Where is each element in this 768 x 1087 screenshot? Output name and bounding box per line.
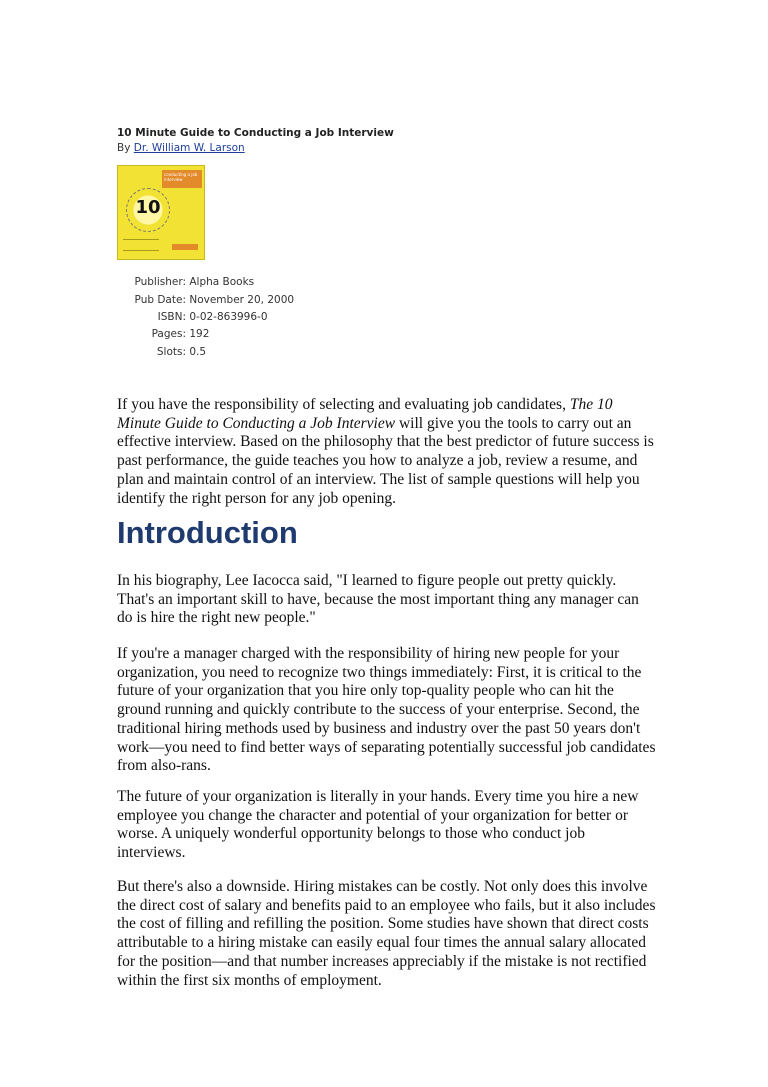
- meta-value: 0.5: [189, 346, 207, 358]
- meta-label: Pages:: [151, 328, 186, 340]
- paragraph: But there's also a downside. Hiring mistakes can be costly. Not only does this involve the direct cost of salary and benefits paid to an employee who fails, but it also includes the cost of filling and refilling the position. Some studies have shown that direct costs attributable to a hiring mistake can easily equal four times the annual salary allocated for the position—and that number increases appreciably if the mistake is not rectified within the first six months of employment.: [117, 878, 656, 989]
- meta-value: Alpha Books: [189, 276, 255, 288]
- book-description: [117, 396, 657, 508]
- byline-prefix: By: [117, 142, 134, 154]
- meta-label: Slots:: [156, 346, 186, 358]
- meta-value: 192: [189, 328, 210, 340]
- book-cover-image: [117, 165, 205, 260]
- meta-label: ISBN:: [157, 311, 186, 323]
- meta-row-publisher: [118, 276, 254, 288]
- meta-row-pages: [118, 328, 209, 340]
- meta-row-slots: [118, 346, 206, 358]
- book-title: 10 Minute Guide to Conducting a Job Interview: [117, 127, 394, 139]
- section-heading: Introduction: [117, 515, 298, 550]
- description-text: If you have the responsibility of selecting and evaluating job candidates,: [117, 396, 570, 413]
- cover-title-band: [162, 170, 202, 188]
- cover-publisher-tag: [172, 244, 198, 250]
- byline: [117, 142, 245, 154]
- paragraph: In his biography, Lee Iacocca said, "I learned to figure people out pretty quickly. That's an important skill to have, because the most important thing any manager can do is hire the right new people.": [117, 572, 639, 627]
- paragraph: The future of your organization is literally in your hands. Every time you hire a new employee you change the character and potential of your organization for better or worse. A uniquely wonderful opportunity belongs to those who conduct job interviews.: [117, 788, 639, 862]
- cover-fine-print: [123, 239, 159, 251]
- meta-label: Publisher:: [134, 276, 186, 288]
- cover-number: 10: [135, 197, 161, 218]
- meta-label: Pub Date:: [134, 294, 186, 306]
- meta-row-isbn: [118, 311, 268, 323]
- paragraph: If you're a manager charged with the responsibility of hiring new people for your organization, you need to recognize two things immediately: First, it is critical to the future of your organization that you hire only top-quality people who can hit the ground running and quickly contribute to the success of your enterprise. Second, the traditional hiring methods used by business and industry over the past 50 years don't work—you need to find better ways of separating potentially successful job candidates from also-rans.: [117, 645, 656, 775]
- description-text: will give you the tools to carry out an effective interview. Based on the philosophy that the best predictor of future success is past performance, the guide teaches you how to analyze a job, review a resume, and plan and maintain control of an interview. The list of sample questions will help you identify the right person for any job opening.: [117, 414, 654, 507]
- description-title: The 10 Minute Guide to Conducting a Job Interview: [117, 396, 613, 432]
- cover-badge: [126, 188, 170, 232]
- meta-value: 0-02-863996-0: [189, 311, 268, 323]
- author-link[interactable]: Dr. William W. Larson: [133, 142, 245, 154]
- meta-value: November 20, 2000: [189, 294, 295, 306]
- meta-row-pub-date: [118, 294, 294, 306]
- cover-band-text: conducting a job interview: [164, 172, 198, 182]
